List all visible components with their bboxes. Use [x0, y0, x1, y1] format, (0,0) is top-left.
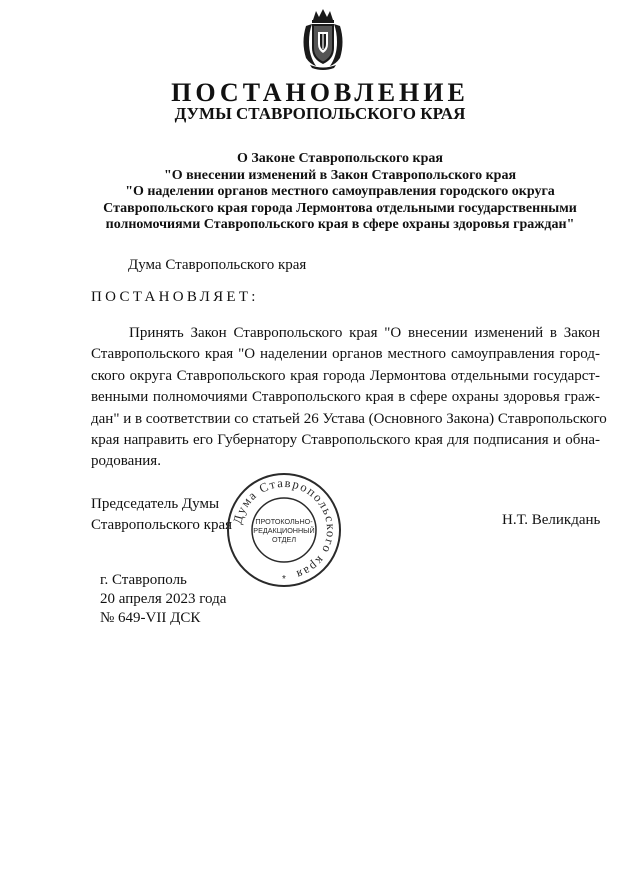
law-heading-line: "О наделении органов местного самоуправления городского округа: [125, 184, 555, 199]
law-heading-line: "О внесении изменений в Закон Ставропольского края: [163, 167, 517, 183]
signatory-name: Н.Т. Великдань: [502, 512, 601, 528]
resolution-text-line: Принять Закон Ставропольского края "О внесении изменений в Закон: [129, 325, 600, 341]
stamp-center-line: ОТДЕЛ: [271, 535, 297, 544]
stamp-star: *: [282, 574, 286, 585]
resolution-text: [91, 323, 607, 473]
place-date-number: [100, 571, 226, 628]
signatory-title-line: Председатель Думы: [91, 496, 220, 512]
official-stamp: [226, 472, 342, 588]
resolves-heading: ПОСТАНОВЛЯЕТ:: [91, 289, 259, 305]
document-title: ПОСТАНОВЛЕНИЕ: [171, 78, 469, 107]
law-heading: [40, 151, 640, 234]
law-heading-line: О Законе Ставропольского края: [237, 151, 443, 166]
law-heading-line: полномочиями Ставропольского края в сфере охраны здоровья граждан": [105, 217, 575, 232]
signatory-title-line: Ставропольского края: [91, 517, 232, 533]
resolution-text-line: Ставропольского края "О наделении органов местного самоуправления город-: [91, 346, 600, 363]
signatory-title: [91, 494, 232, 536]
stamp-center-line: РЕДАКЦИОННЫЙ: [253, 526, 315, 535]
issuing-body: Дума Ставропольского края: [128, 257, 307, 273]
stamp-ring-text: Дума Ставропольского края: [230, 475, 339, 583]
law-heading-line: Ставропольского края города Лермонтова отдельными государственными: [103, 200, 577, 216]
resolution-text-line: дан" и в соответствии со статьей 26 Устава (Основного Закона) Ставропольского: [91, 410, 607, 427]
resolution-text-line: венными полномочиями Ставропольского края в сфере охраны здоровья граж-: [91, 389, 600, 406]
resolution-text-line: края направить его Губернатору Ставропольского края для подписания и обна-: [91, 432, 600, 449]
stamp-center-line: ПРОТОКОЛЬНО-: [255, 517, 313, 526]
document-number: № 649-VII ДСК: [100, 610, 201, 626]
city: г. Ставрополь: [100, 572, 187, 588]
date: 20 апреля 2023 года: [100, 591, 227, 607]
resolution-text-line: ского округа Ставропольского края города Лермонтова отдельными государст-: [91, 367, 600, 384]
document-subtitle: ДУМЫ СТАВРОПОЛЬСКОГО КРАЯ: [174, 104, 466, 123]
coat-of-arms-emblem: [300, 8, 346, 70]
resolution-text-line: родования.: [91, 453, 161, 470]
